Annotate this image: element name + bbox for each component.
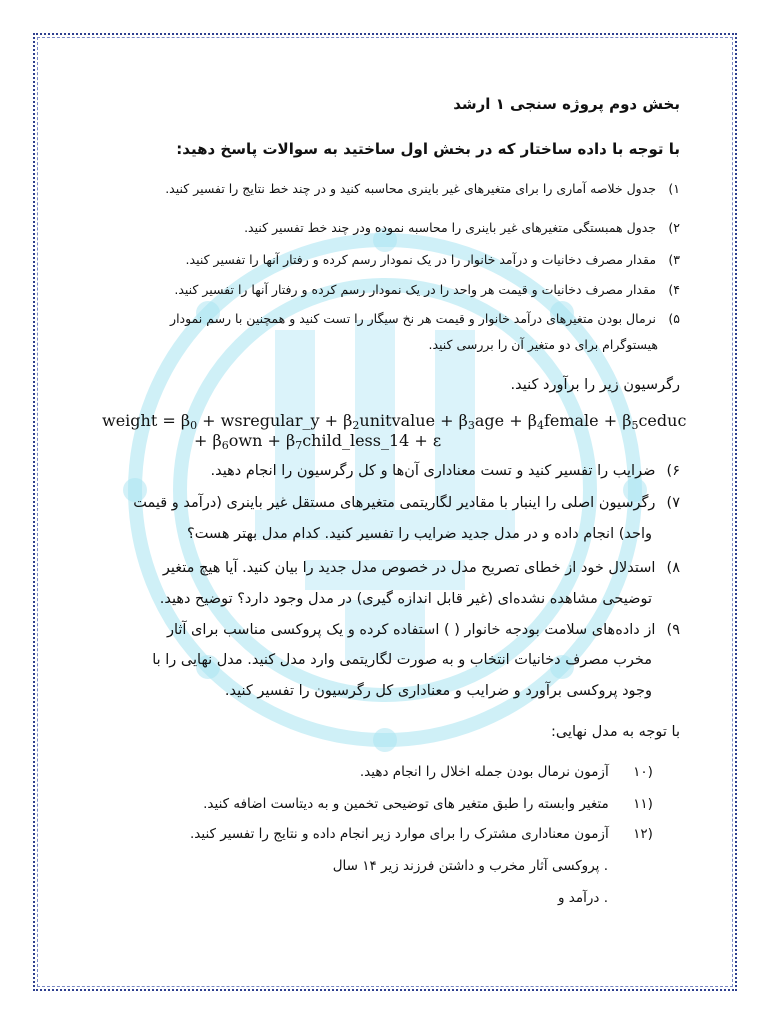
question-9	[92, 622, 680, 638]
regression-heading: رگرسیون زیر را برآورد کنید.	[510, 377, 680, 393]
question-text: مقدار مصرف دخانیات و قیمت هر واحد را در یک نمودار رسم کرده و رفتار آنها را تفسیر کنید.	[174, 282, 657, 297]
question-text: مقدار مصرف دخانیات و درآمد خانوار را در یک نمودار رسم کرده و رفتار آنها را تفسیر کنید.	[185, 252, 657, 267]
question-number: ۲)	[668, 220, 680, 235]
question-7	[92, 495, 680, 511]
question-8	[92, 560, 680, 576]
question-text: متغیر وابسته را طبق متغیر های توضیحی تخمین و به دیتاست اضافه کنید.	[203, 796, 609, 812]
question-8-continued: توضیحی مشاهده نشده‌ای (غیر قابل اندازه گیری) در مدل وجود دارد؟ توضیح دهید.	[159, 591, 652, 607]
question-2	[92, 220, 680, 235]
question-1	[92, 181, 680, 196]
intro-text: با توجه با داده ساختار که در بخش اول ساختید به سوالات پاسخ دهید:	[176, 140, 680, 158]
question-text: رگرسیون اصلی را اینبار با مقادیر لگاریتمی متغیرهای مستقل غیر باینری (درآمد و قیمت	[133, 495, 656, 511]
sub-item-bullet: .	[603, 890, 608, 906]
question-7-continued: واحد) انجام داده و در مدل جدید ضرایب را تفسیر کنید. کدام مدل بهتر هست؟	[187, 526, 652, 542]
question-number: ۷)	[666, 495, 680, 511]
question-text: استدلال خود از خطای تصریح مدل در خصوص مدل جدید را بیان کنید. آیا هیچ متغیر	[162, 560, 656, 576]
question-4	[92, 282, 680, 297]
sub-item-2	[92, 890, 608, 906]
question-10	[92, 764, 673, 780]
question-number: (۱۰	[633, 764, 653, 780]
question-12	[92, 826, 673, 842]
page-title: بخش دوم پروژه سنجی ۱ ارشد	[453, 95, 680, 113]
question-11	[92, 796, 673, 812]
question-6	[92, 463, 680, 479]
question-number: ۶)	[666, 463, 680, 479]
question-text: آزمون نرمال بودن جمله اخلال را انجام دهید.	[359, 764, 609, 780]
question-9-continued-2: وجود پروکسی برآورد و ضرایب و معناداری کل رگرسیون را تفسیر کنید.	[224, 683, 652, 699]
question-3	[92, 252, 680, 267]
question-number: ۳)	[668, 252, 680, 267]
question-text: جدول همبستگی متغیرهای غیر باینری را محاسبه نموده ودر چند خط تفسیر کنید.	[244, 220, 657, 235]
question-5-continued: هیستوگرام برای دو متغیر آن را بررسی کنید.	[428, 337, 658, 352]
sub-item-1	[92, 858, 608, 874]
question-text: از داده‌های سلامت بودجه خانوار ( ) استفاده کرده و یک پروکسی مناسب برای آثار	[166, 622, 656, 638]
regression-equation-line-2: + $\beta_6own$ + $\beta_7child\_less\_14 + \varepsilon$	[194, 431, 442, 452]
sub-item-bullet: .	[603, 858, 608, 874]
question-text: ضرایب را تفسیر کنید و تست معناداری آن‌ها و کل رگرسیون را انجام دهید.	[210, 463, 656, 479]
regression-equation-line-1: weight = $\beta_0$ + wsregular_y + $\beta_2unitvalue + \beta_3age$ + $\beta_4female$ + $\beta_5ceduc$	[102, 411, 687, 432]
question-number: ۸)	[666, 560, 680, 576]
question-text: آزمون معناداری مشترک را برای موارد زیر انجام داده و نتایج را تفسیر کنید.	[190, 826, 609, 842]
question-number: ۱)	[668, 181, 680, 196]
question-text: نرمال بودن متغیرهای درآمد خانوار و قیمت هر نخ سیگار را تست کنید و همچنین با رسم نمودار	[170, 311, 657, 326]
sub-item-text: درآمد و	[557, 890, 600, 906]
final-model-heading: با توجه به مدل نهایی:	[550, 724, 680, 740]
sub-item-text: پروکسی آثار مخرب و داشتن فرزند زیر ۱۴ سال	[332, 858, 600, 874]
question-number: ۵)	[668, 311, 680, 326]
question-number: (۱۱	[633, 796, 653, 812]
question-text: جدول خلاصه آماری را برای متغیرهای غیر باینری محاسبه کنید و در چند خط نتایج را تفسیر کنید.	[165, 181, 657, 196]
question-number: ۹)	[666, 622, 680, 638]
question-5	[92, 311, 680, 326]
question-number: ۴)	[668, 282, 680, 297]
question-number: (۱۲	[633, 826, 653, 842]
question-9-continued-1: مخرب مصرف دخانیات انتخاب و به صورت لگاریتمی وارد مدل کنید. مدل نهایی را با	[152, 652, 652, 668]
